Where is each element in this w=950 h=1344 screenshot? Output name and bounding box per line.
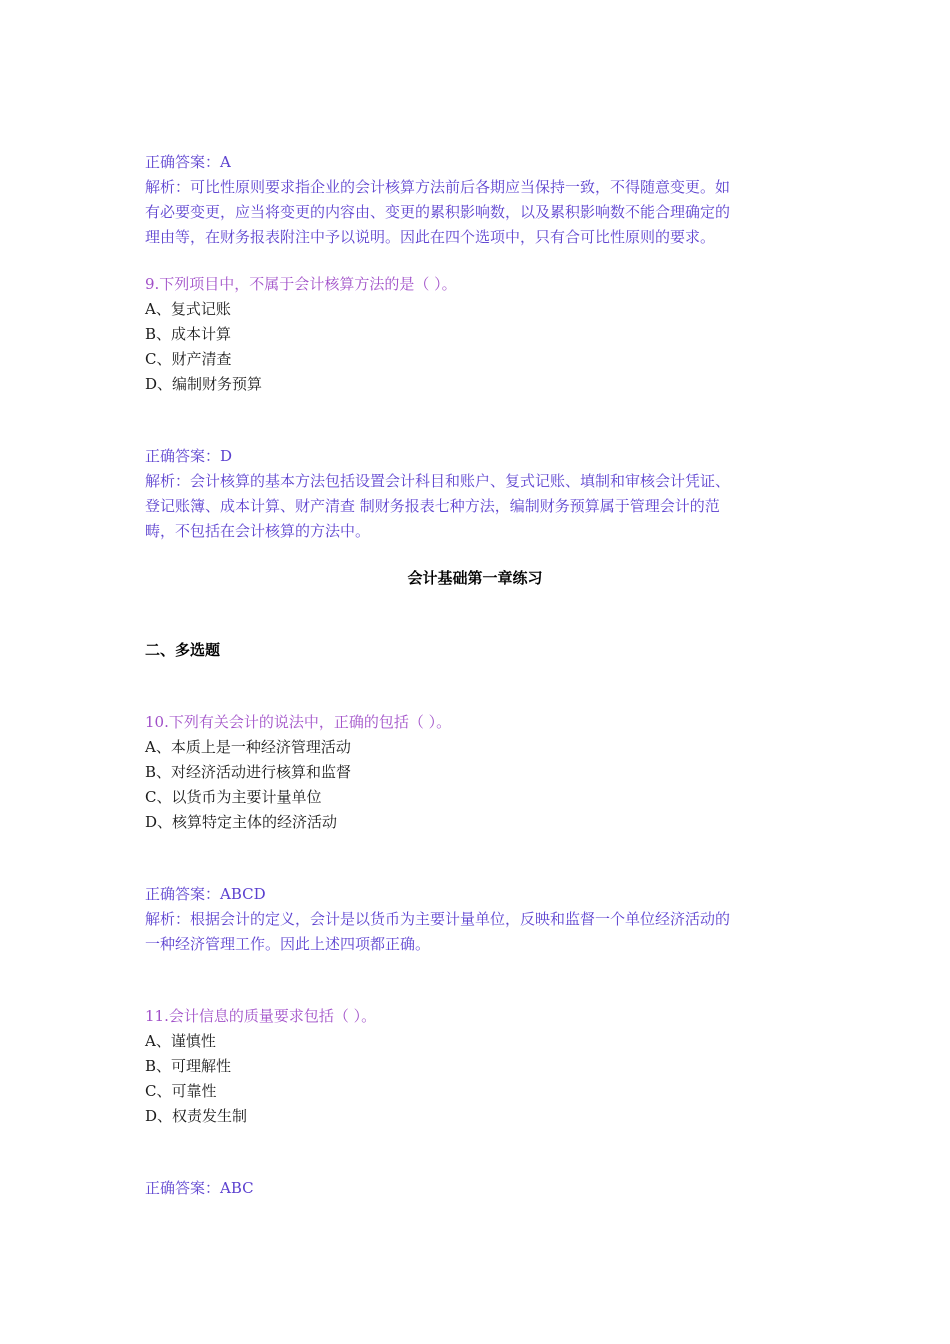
q11-question: 11.会计信息的质量要求包括（ ）。 [145, 1007, 377, 1025]
q10-option-d: D、核算特定主体的经济活动 [145, 813, 338, 831]
chapter-title: 会计基础第一章练习 [407, 569, 543, 587]
q9-answer: 正确答案：D [145, 447, 233, 465]
q9-question: 9.下列项目中，不属于会计核算方法的是（ ）。 [145, 275, 457, 293]
q11-option-a: A、谨慎性 [145, 1032, 216, 1050]
prev-analysis-line-1: 解析：可比性原则要求指企业的会计核算方法前后各期应当保持一致，不得随意变更。如 [145, 178, 731, 196]
q11-option-b: B、可理解性 [145, 1057, 232, 1075]
q10-answer: 正确答案：ABCD [145, 885, 266, 903]
q10-analysis-line-1: 解析：根据会计的定义，会计是以货币为主要计量单位，反映和监督一个单位经济活动的 [145, 910, 731, 928]
prev-answer: 正确答案：A [145, 153, 231, 171]
prev-analysis-line-2: 有必要变更，应当将变更的内容由、变更的累积影响数，以及累积影响数不能合理确定的 [145, 203, 731, 221]
q9-option-a: A、复式记账 [145, 300, 231, 318]
q10-option-c: C、以货币为主要计量单位 [145, 788, 322, 806]
q11-answer: 正确答案：ABC [145, 1179, 254, 1197]
q9-option-d: D、编制财务预算 [145, 375, 263, 393]
q11-option-c: C、可靠性 [145, 1082, 217, 1100]
q9-option-c: C、财产清查 [145, 350, 232, 368]
q9-option-b: B、成本计算 [145, 325, 232, 343]
q9-analysis-line-2: 登记账簿、成本计算、财产清查 制财务报表七种方法，编制财务预算属于管理会计的范 [145, 497, 720, 515]
prev-analysis-line-3: 理由等，在财务报表附注中予以说明。因此在四个选项中，只有合可比性原则的要求。 [145, 228, 716, 246]
q10-option-b: B、对经济活动进行核算和监督 [145, 763, 352, 781]
q11-option-d: D、权责发生制 [145, 1107, 248, 1125]
section-title: 二、多选题 [145, 641, 221, 659]
q9-analysis-line-3: 畴，不包括在会计核算的方法中。 [145, 522, 371, 540]
q10-option-a: A、本质上是一种经济管理活动 [145, 738, 351, 756]
q9-analysis-line-1: 解析：会计核算的基本方法包括设置会计科目和账户、复式记账、填制和审核会计凭证、 [145, 472, 731, 490]
q10-analysis-line-2: 一种经济管理工作。因此上述四项都正确。 [145, 935, 431, 953]
q10-question: 10.下列有关会计的说法中，正确的包括（ ）。 [145, 713, 452, 731]
